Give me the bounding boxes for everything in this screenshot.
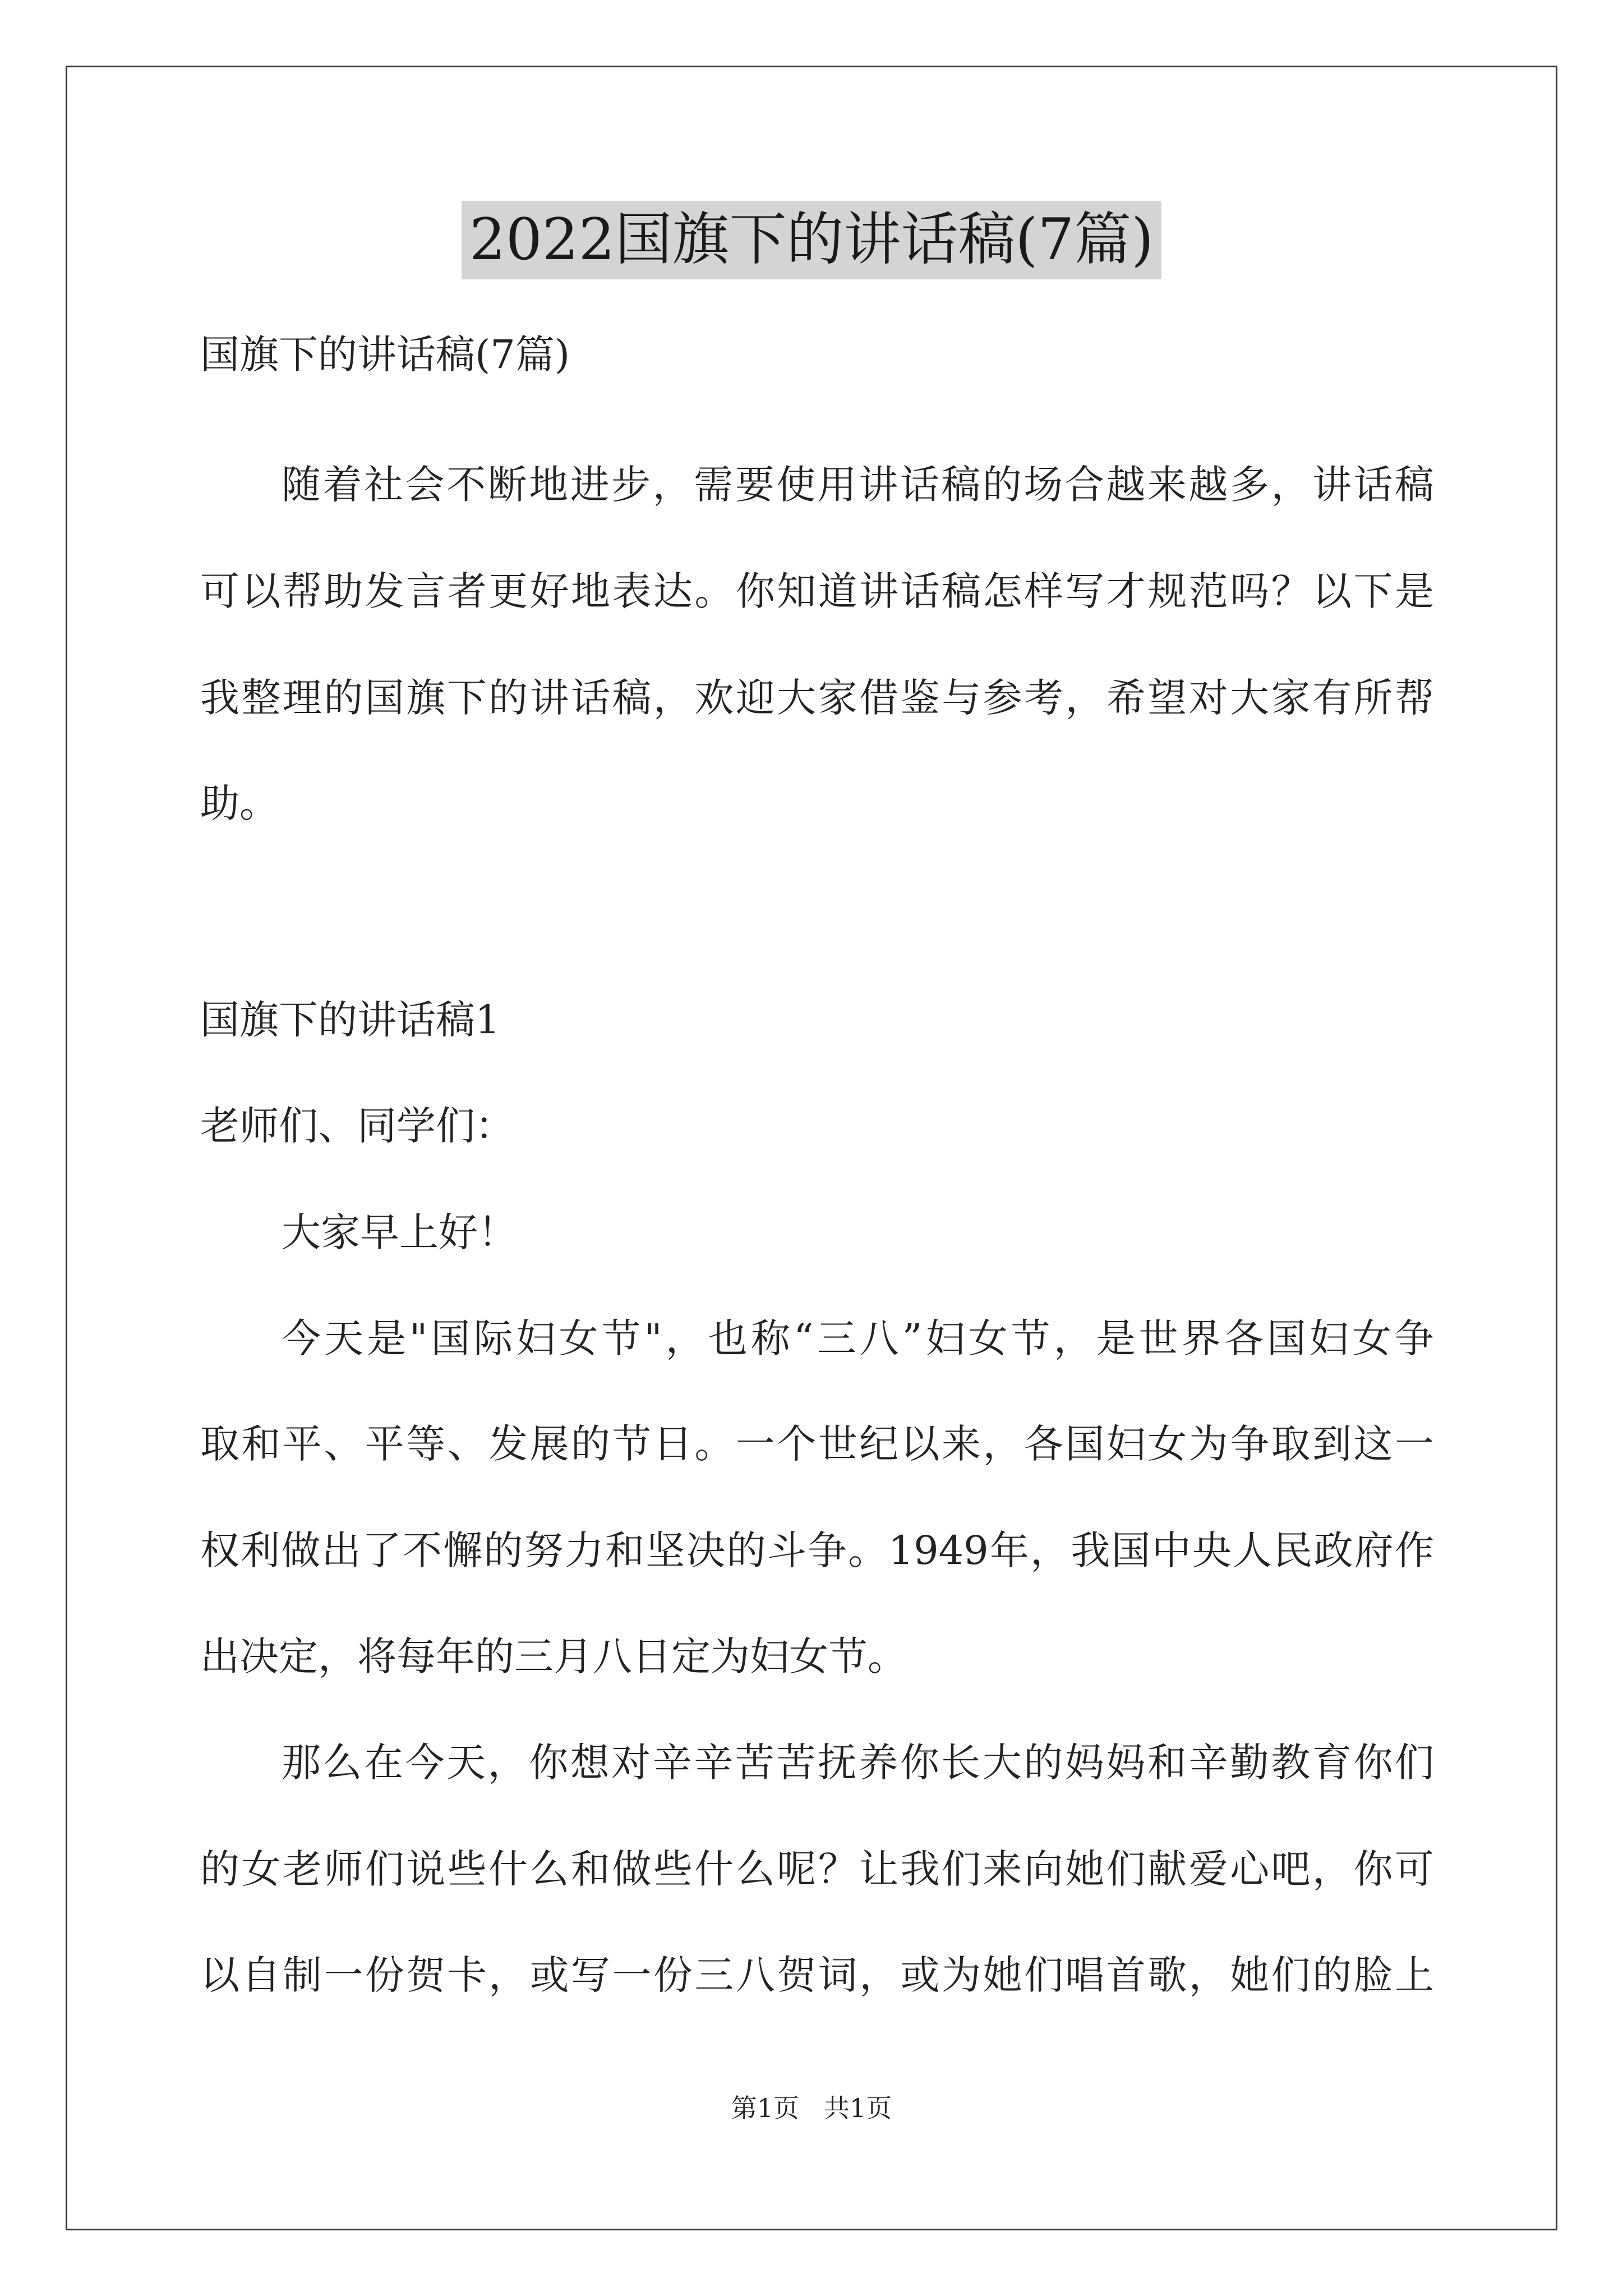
para1-line-4: 出决定，将每年的三月八日定为妇女节。 [200,1634,907,1680]
subtitle: 国旗下的讲话稿(7篇) [200,332,570,378]
para2-line-1: 那么在今天，你想对辛辛苦苦抚养你长大的妈妈和辛勤教育你们 [282,1740,1434,1786]
page-total: 共1页 [823,2093,892,2123]
intro-line-2: 可以帮助发言者更好地表达。你知道讲话稿怎样写才规范吗？以下是 [200,568,1434,614]
para1-line-1: 今天是"国际妇女节"，也称“三八”妇女节，是世界各国妇女争 [282,1315,1434,1361]
greeting: 大家早上好！ [282,1209,517,1255]
para2-line-3: 以自制一份贺卡，或写一份三八贺词，或为她们唱首歌，她们的脸上 [200,1952,1434,1998]
para2-line-2: 的女老师们说些什么和做些什么呢？让我们来向她们献爱心吧，你可 [200,1846,1434,1892]
section-heading: 国旗下的讲话稿1 [200,997,500,1043]
intro-line-4: 助。 [200,780,279,826]
page-number: 第1页 [731,2093,800,2123]
document-title: 2022国旗下的讲话稿(7篇) [462,201,1161,279]
intro-line-3: 我整理的国旗下的讲话稿，欢迎大家借鉴与参考，希望对大家有所帮 [200,675,1434,721]
para1-line-3: 权利做出了不懈的努力和坚决的斗争。1949年，我国中央人民政府作 [200,1527,1434,1573]
page-footer [0,2091,1623,2125]
intro-line-1: 随着社会不断地进步，需要使用讲话稿的场合越来越多，讲话稿 [282,462,1434,508]
para1-line-2: 取和平、平等、发展的节日。一个世纪以来，各国妇女为争取到这一 [200,1421,1434,1467]
salutation: 老师们、同学们： [200,1103,514,1149]
